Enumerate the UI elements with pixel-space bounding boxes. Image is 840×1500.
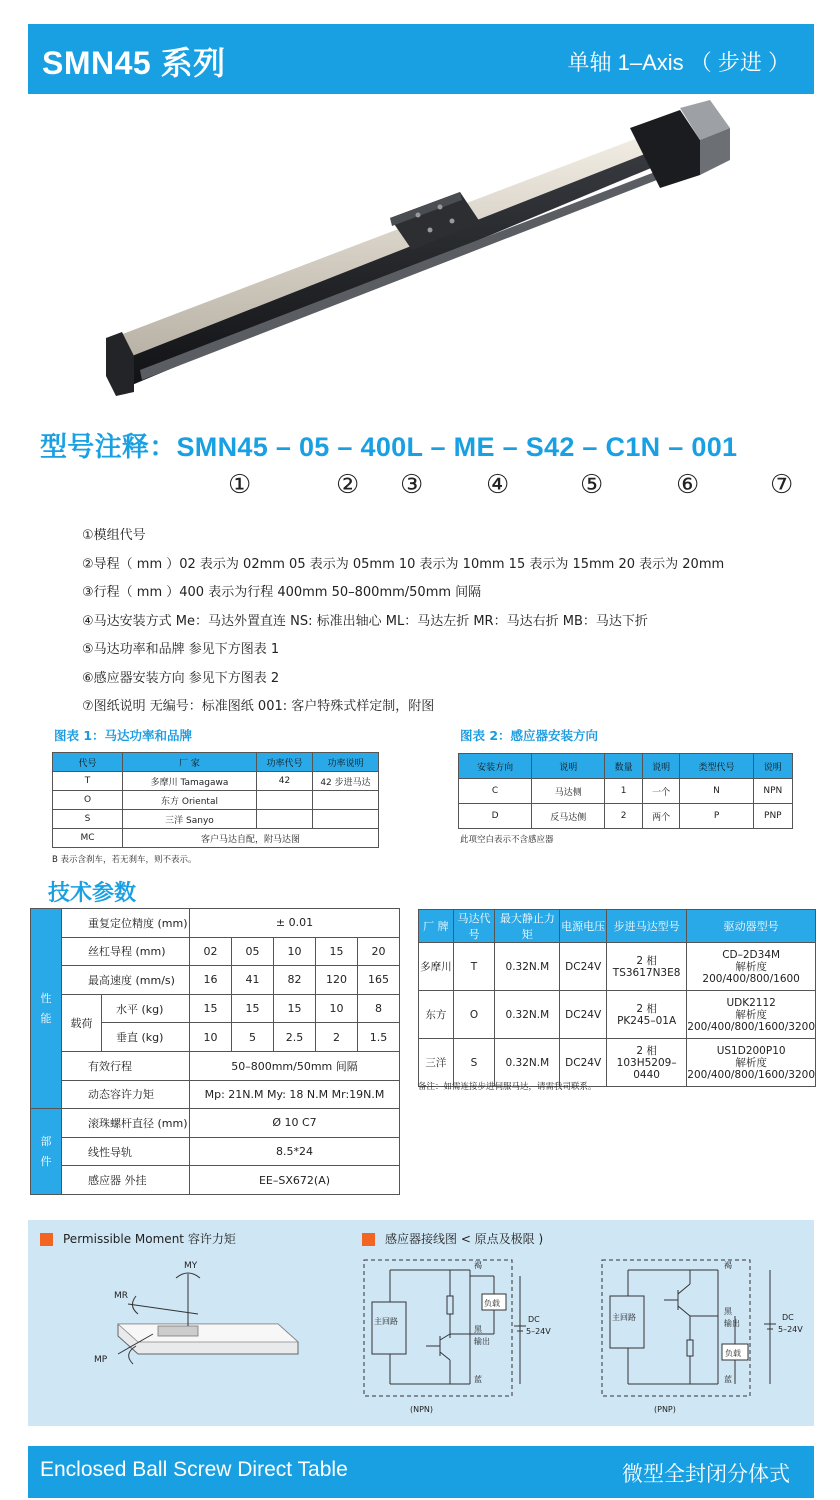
- table-header: 说明: [753, 754, 792, 779]
- param-value: 82: [274, 966, 316, 995]
- main-circuit-label: 主回路: [612, 1313, 636, 1322]
- param-value: EE–SX672(A): [190, 1166, 400, 1195]
- motor-driver-table: [418, 909, 816, 1087]
- table-cell: 东方 Oriental: [123, 791, 257, 810]
- table-cell: 多摩川 Tamagawa: [123, 772, 257, 791]
- blue-wire-label: 蓝: [474, 1375, 482, 1384]
- table-cell: S: [453, 1039, 495, 1087]
- table-cell: 2 相 TS3617N3E8: [606, 943, 686, 991]
- table-header: 类型代号: [680, 754, 753, 779]
- table-header: 说明: [532, 754, 605, 779]
- moment-wiring-panel: [28, 1220, 814, 1426]
- param-value: 02: [190, 937, 232, 966]
- table-cell: 0.32N.M: [495, 991, 560, 1039]
- footer-english-title: Enclosed Ball Screw Direct Table: [40, 1458, 348, 1481]
- table-cell: 一个: [642, 779, 680, 804]
- table-cell: O: [453, 991, 495, 1039]
- table-cell: C: [459, 779, 532, 804]
- label-mp: MP: [94, 1355, 108, 1365]
- voltage-label: 5–24V: [526, 1327, 551, 1336]
- table-row: [419, 991, 816, 1039]
- table-cell: T: [53, 772, 123, 791]
- table-cell: [313, 791, 379, 810]
- table-cell: 0.32N.M: [495, 943, 560, 991]
- table-cell: 1: [605, 779, 643, 804]
- table-cell: P: [680, 804, 753, 829]
- param-value: 50–800mm/50mm 间隔: [190, 1051, 400, 1080]
- table-header: 马达代号: [453, 910, 495, 943]
- param-value: 15: [232, 994, 274, 1023]
- param-value: ± 0.01: [190, 909, 400, 938]
- param-label: 动态容许力矩: [62, 1080, 190, 1109]
- load-label: 负载: [725, 1349, 741, 1358]
- dc-label: DC: [782, 1313, 794, 1322]
- param-value: Ø 10 C7: [190, 1109, 400, 1138]
- table-cell: 0.32N.M: [495, 1039, 560, 1087]
- marker-3: ③: [400, 470, 424, 500]
- table-cell: 反马达侧: [532, 804, 605, 829]
- main-circuit-label: 主回路: [374, 1317, 398, 1326]
- table-header: 功率代号: [257, 753, 313, 772]
- table-cell: 2 相 103H5209–0440: [606, 1039, 686, 1087]
- table-cell: UDK2112 解析度 200/400/800/1600/3200: [687, 991, 816, 1039]
- table-cell: MC: [53, 829, 123, 848]
- table1-caption: 图表 1：马达功率和品牌: [54, 728, 193, 743]
- marker-6: ⑥: [676, 470, 700, 500]
- brown-wire-label: 褐: [724, 1261, 732, 1270]
- pnp-label: (PNP): [654, 1405, 676, 1414]
- table-cell: CD–2D34M 解析度 200/400/800/1600: [687, 943, 816, 991]
- param-label: 线性导轨: [62, 1137, 190, 1166]
- moment-heading-text: Permissible Moment 容许力矩: [63, 1232, 236, 1246]
- note-item: ⑥感应器安装方向 参见下方图表 2: [82, 670, 280, 686]
- note-item: ②导程（ mm ）02 表示为 02mm 05 表示为 05mm 10 表示为 10mm 15 表示为 15mm 20 表示为 20mm: [82, 556, 725, 572]
- param-value: Mp: 21N.M My: 18 N.M Mr:19N.M: [190, 1080, 400, 1109]
- table-cell: 客户马达自配，附马达图: [123, 829, 379, 848]
- table-cell: 马达侧: [532, 779, 605, 804]
- table-cell: S: [53, 810, 123, 829]
- table-cell: N: [680, 779, 753, 804]
- table-cell: NPN: [753, 779, 792, 804]
- table-row: [459, 804, 793, 829]
- table-cell: DC24V: [560, 943, 607, 991]
- param-value: 8: [358, 994, 400, 1023]
- header-banner: [28, 24, 814, 94]
- table-cell: 42 步进马达: [313, 772, 379, 791]
- param-value: 8.5*24: [190, 1137, 400, 1166]
- param-label: 垂直 (kg): [102, 1023, 190, 1052]
- table-row: [53, 810, 379, 829]
- tech-params-table: [30, 908, 400, 1195]
- side-text: 性 能: [40, 991, 52, 1025]
- pnp-circuit-diagram: [598, 1256, 808, 1424]
- table-cell: PNP: [753, 804, 792, 829]
- sensor-direction-table: [458, 753, 793, 829]
- label-my: MY: [184, 1261, 198, 1271]
- param-label: 水平 (kg): [102, 994, 190, 1023]
- table2-note: 此项空白表示不含感应器: [460, 835, 554, 845]
- param-value: 15: [274, 994, 316, 1023]
- moment-heading: [40, 1230, 236, 1247]
- table-cell: 2 相 PK245–01A: [606, 991, 686, 1039]
- label-mr: MR: [114, 1291, 129, 1301]
- param-value: 20: [358, 937, 400, 966]
- table-header: 说明: [642, 754, 680, 779]
- table-header: 代号: [53, 753, 123, 772]
- table-cell: [257, 810, 313, 829]
- note-item: ⑦图纸说明 无编号：标准图纸 001: 客户特殊式样定制，附图: [82, 699, 435, 714]
- table-cell: [313, 810, 379, 829]
- param-value: 165: [358, 966, 400, 995]
- blue-wire-label: 蓝: [724, 1375, 732, 1384]
- param-label: 载荷: [62, 994, 102, 1051]
- param-value: 5: [232, 1023, 274, 1052]
- series-subtitle: 单轴 1–Axis （ 步进 ）: [567, 50, 790, 75]
- param-label: 最高速度 (mm/s): [62, 966, 190, 995]
- npn-circuit-diagram: [360, 1256, 560, 1424]
- table-row: [53, 772, 379, 791]
- table-header: 厂 家: [123, 753, 257, 772]
- brown-wire-label: 褐: [474, 1261, 482, 1270]
- marker-2: ②: [336, 470, 360, 500]
- param-value: 16: [190, 966, 232, 995]
- param-label: 丝杠导程 (mm): [62, 937, 190, 966]
- table-cell: DC24V: [560, 1039, 607, 1087]
- table-cell: O: [53, 791, 123, 810]
- moment-diagram: [88, 1254, 338, 1384]
- black-wire-label: 黑: [474, 1325, 482, 1334]
- voltage-label: 5–24V: [778, 1325, 803, 1334]
- table-header: 最大静止力矩: [495, 910, 560, 943]
- table-cell: D: [459, 804, 532, 829]
- marker-1: ①: [228, 470, 252, 500]
- model-notes: [82, 522, 724, 722]
- table-cell: 2: [605, 804, 643, 829]
- param-value: 41: [232, 966, 274, 995]
- table-header: 电源电压: [560, 910, 607, 943]
- table-cell: US1D200P10 解析度 200/400/800/1600/3200: [687, 1039, 816, 1087]
- black-wire-label: 黑: [724, 1307, 732, 1316]
- table-header: 驱动器型号: [687, 910, 816, 943]
- param-value: 120: [316, 966, 358, 995]
- dc-label: DC: [528, 1315, 540, 1324]
- param-value: 15: [190, 994, 232, 1023]
- param-value: 10: [274, 937, 316, 966]
- note-item: ①模组代号: [82, 528, 146, 543]
- motor-brand-table: [52, 752, 379, 848]
- table4-note: 备注：如需连接步进伺服马达，请需我司联系。: [418, 1082, 597, 1092]
- output-label: 输出: [724, 1319, 740, 1328]
- table-row: [459, 779, 793, 804]
- param-value: 10: [190, 1023, 232, 1052]
- table-cell: DC24V: [560, 991, 607, 1039]
- param-label: 感应器 外挂: [62, 1166, 190, 1195]
- param-value: 2.5: [274, 1023, 316, 1052]
- note-item: ⑤马达功率和品牌 参见下方图表 1: [82, 642, 280, 657]
- table-row: [53, 791, 379, 810]
- table-row: [53, 829, 379, 848]
- footer-chinese-title: 微型全封闭分体式: [622, 1462, 790, 1486]
- param-label: 有效行程: [62, 1051, 190, 1080]
- product-image: [100, 100, 740, 410]
- marker-7: ⑦: [770, 470, 794, 500]
- wiring-heading-text: 感应器接线图 < 原点及极限 ): [385, 1232, 544, 1246]
- marker-5: ⑤: [580, 470, 604, 500]
- side-label-parts: [31, 1109, 62, 1195]
- table-cell: T: [453, 943, 495, 991]
- table2-caption: 图表 2：感应器安装方向: [460, 728, 599, 743]
- table-header: 步进马达型号: [606, 910, 686, 943]
- marker-4: ④: [486, 470, 510, 500]
- output-label: 输出: [474, 1337, 490, 1346]
- table1-note: B 表示含刹车，若无刹车，则不表示。: [52, 855, 197, 865]
- param-label: 重复定位精度 (mm): [62, 909, 190, 938]
- table-cell: 两个: [642, 804, 680, 829]
- note-item: ④马达安装方式 Me：马达外置直连 NS: 标准出轴心 ML：马达左折 MR：马达右折 MB：马达下折: [82, 613, 648, 629]
- param-value: 10: [316, 994, 358, 1023]
- side-text: 部 件: [40, 1134, 52, 1168]
- wiring-heading: [362, 1230, 543, 1247]
- table-cell: 三洋 Sanyo: [123, 810, 257, 829]
- load-label: 负载: [484, 1299, 500, 1308]
- table-header: 功率说明: [313, 753, 379, 772]
- table-cell: 东方: [419, 991, 454, 1039]
- npn-label: (NPN): [410, 1405, 434, 1414]
- orange-square-icon: [40, 1233, 53, 1246]
- param-label: 滚珠螺杆直径 (mm): [62, 1109, 190, 1138]
- table-cell: [257, 791, 313, 810]
- tech-params-title: 技术参数: [48, 881, 137, 906]
- table-cell: 三洋: [419, 1039, 454, 1087]
- table-cell: 多摩川: [419, 943, 454, 991]
- orange-square-icon: [362, 1233, 375, 1246]
- param-value: 2: [316, 1023, 358, 1052]
- side-label-performance: [31, 909, 62, 1109]
- footer-banner: [28, 1446, 814, 1498]
- model-code-line: 型号注释：SMN45 – 05 – 400L – ME – S42 – C1N – 001: [40, 432, 738, 462]
- table-row: [419, 943, 816, 991]
- series-title: SMN45 系列: [42, 45, 226, 81]
- note-item: ③行程（ mm ）400 表示为行程 400mm 50–800mm/50mm 间隔: [82, 585, 482, 600]
- param-value: 1.5: [358, 1023, 400, 1052]
- table-cell: 42: [257, 772, 313, 791]
- table-header: 厂 牌: [419, 910, 454, 943]
- table-header: 安装方向: [459, 754, 532, 779]
- param-value: 15: [316, 937, 358, 966]
- table-header: 数量: [605, 754, 643, 779]
- param-value: 05: [232, 937, 274, 966]
